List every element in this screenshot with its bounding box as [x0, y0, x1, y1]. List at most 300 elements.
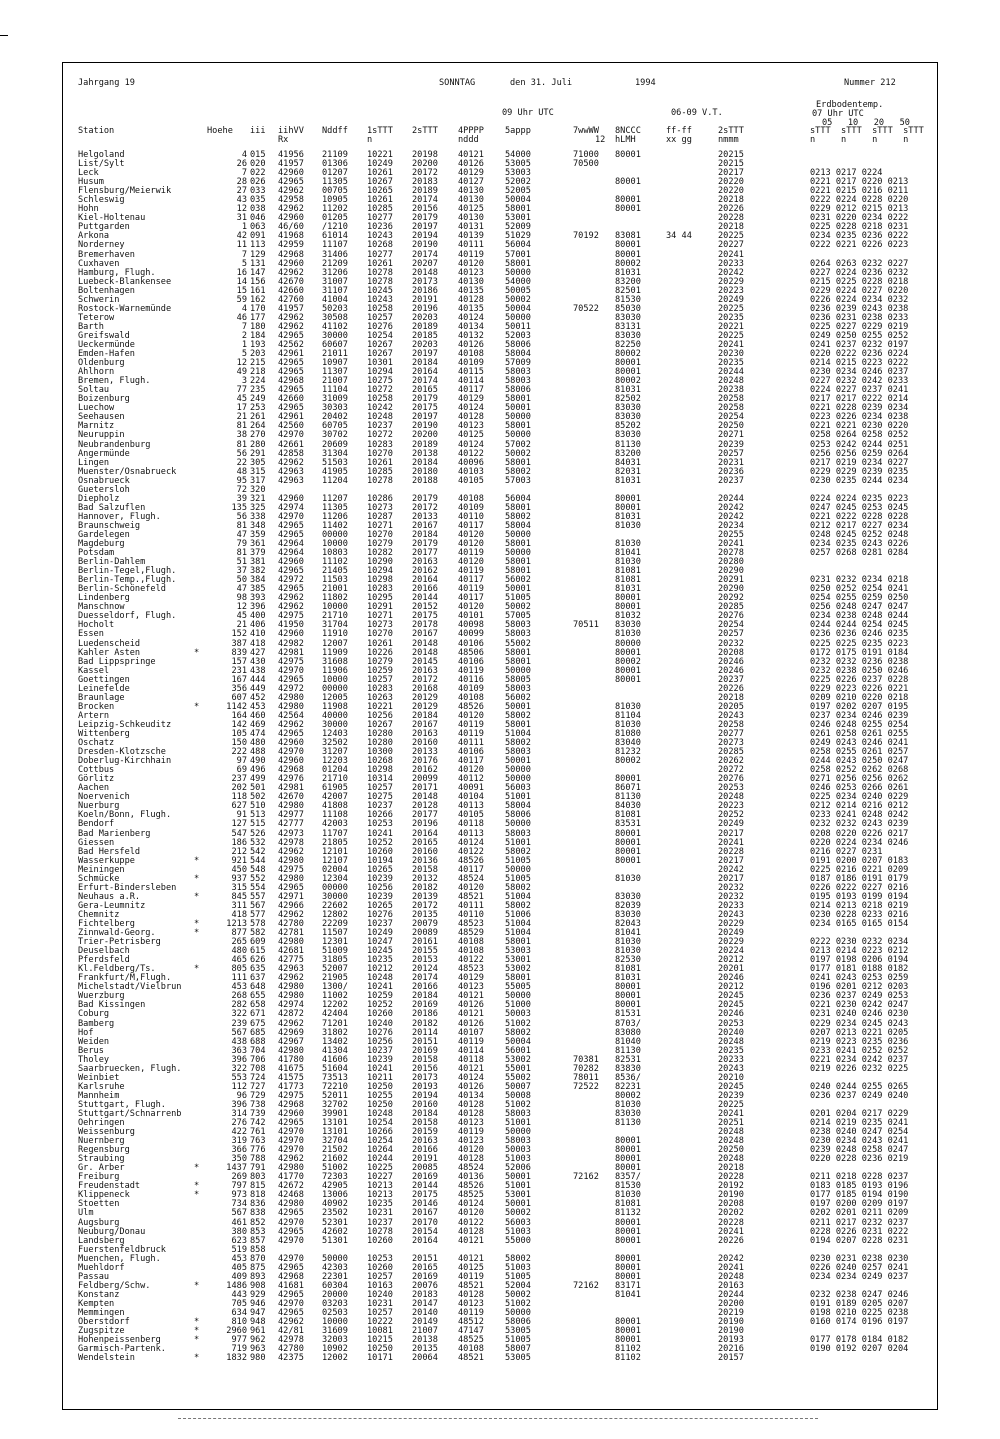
station-height: 845: [231, 891, 247, 902]
group-2sttt: 20138: [412, 1335, 438, 1346]
group-nddff: 72303: [322, 1172, 348, 1183]
group-8nccc: 80001: [615, 1262, 641, 1273]
station-height: 810: [231, 1317, 247, 1328]
group-8nccc: 81081: [615, 964, 641, 975]
group-nddff: 11503: [322, 575, 348, 586]
group-1sttt: 10227: [367, 1172, 393, 1183]
col-station: Station: [78, 126, 115, 136]
group-nddff: 11802: [322, 593, 348, 604]
station-height: 734: [231, 1199, 247, 1210]
group-2sttt-vt: 20278: [718, 548, 744, 559]
group-nddff: 12301: [322, 937, 348, 948]
group-2sttt: 20197: [412, 349, 438, 360]
group-nddff: 1300/: [322, 982, 348, 993]
group-1sttt: 10258: [367, 303, 393, 314]
group-1sttt: 10213: [367, 1190, 393, 1201]
group-2sttt: 20167: [412, 719, 438, 730]
station-index: 129: [250, 249, 266, 260]
group-8nccc: 81104: [615, 710, 641, 721]
station-height: 547: [231, 828, 247, 839]
col-7wwww: 7wwWW: [573, 126, 599, 136]
station-index: 836: [250, 1199, 266, 1210]
group-2sttt: 20160: [412, 1099, 438, 1110]
group-8nccc: 80001: [615, 204, 641, 215]
soil-temperatures: 0191 0200 0207 0183: [810, 855, 909, 866]
group-4pppp: 40118: [458, 1054, 484, 1065]
group-1sttt: 10270: [367, 629, 393, 640]
group-4pppp: 48525: [458, 1335, 484, 1346]
group-5appp: 58002: [505, 1027, 531, 1038]
group-2sttt: 20197: [412, 412, 438, 423]
group-4pppp: 40128: [458, 1289, 484, 1300]
group-iihvv: 42975: [278, 611, 304, 622]
group-5appp: 51029: [505, 231, 531, 242]
station-height: 51: [236, 557, 247, 568]
soil-temperatures: 0215 0225 0228 0218: [810, 276, 909, 287]
group-2sttt-vt: 20255: [718, 529, 744, 540]
group-4pppp: 40114: [458, 376, 484, 387]
group-iihvv: 41957: [278, 303, 304, 314]
station-name: Deuselbach: [78, 946, 130, 957]
station-index: 552: [250, 873, 266, 884]
group-1sttt: 10282: [367, 548, 393, 559]
group-1sttt: 10272: [367, 385, 393, 396]
station-index: 815: [250, 1181, 266, 1192]
station-height: 937: [231, 873, 247, 884]
group-8nccc: 80001: [615, 982, 641, 993]
group-nddff: 40000: [322, 710, 348, 721]
group-8nccc: 82501: [615, 285, 641, 296]
station-height: 37: [236, 566, 247, 577]
group-2sttt-vt: 20232: [718, 882, 744, 893]
station-index: 532: [250, 837, 266, 848]
group-09utc: 09 Uhr UTC: [502, 108, 554, 118]
group-1sttt: 10268: [367, 240, 393, 251]
group-8nccc: 83171: [615, 1280, 641, 1291]
group-iihvv: 42980: [278, 1045, 304, 1056]
group-nddff: 11002: [322, 991, 348, 1002]
group-5appp: 51003: [505, 1154, 531, 1165]
group-2sttt-vt: 20244: [718, 367, 744, 378]
group-iihvv: 42962: [278, 312, 304, 323]
group-8nccc: 80001: [615, 249, 641, 260]
station-name: Fichtelberg: [78, 918, 135, 929]
station-name: Gardelegen: [78, 529, 130, 540]
group-nddff: 11107: [322, 240, 348, 251]
station-index: 761: [250, 1127, 266, 1138]
group-4pppp: 48525: [458, 1190, 484, 1201]
group-4pppp: 48529: [458, 928, 484, 939]
group-nddff: 51503: [322, 457, 348, 468]
station-height: 142: [231, 719, 247, 730]
station-height: 480: [231, 946, 247, 957]
group-1sttt: 10300: [367, 747, 393, 758]
group-2sttt-vt: 20244: [718, 1289, 744, 1300]
group-nddff: 10000: [322, 1317, 348, 1328]
group-nddff: 51301: [322, 1235, 348, 1246]
group-1sttt: 10285: [367, 466, 393, 477]
group-8nccc: 80001: [615, 602, 641, 613]
group-8nccc: 83030: [615, 403, 641, 414]
group-iihvv: 42970: [278, 430, 304, 441]
station-index: 946: [250, 1298, 266, 1309]
group-ff: 34 44: [666, 231, 692, 242]
group-2sttt: 20172: [412, 900, 438, 911]
group-2sttt: 20164: [412, 828, 438, 839]
station-name: Garmisch-Partenk.: [78, 1344, 166, 1355]
soil-temperatures: 0247 0245 0253 0245: [810, 502, 909, 513]
station-name: Muenster/Osnabrueck: [78, 466, 177, 477]
group-8nccc: 83030: [615, 1108, 641, 1119]
group-4pppp: 40105: [458, 810, 484, 821]
station-index: 315: [250, 466, 266, 477]
group-2sttt-vt: 20220: [718, 177, 744, 188]
group-nddff: 72210: [322, 1081, 348, 1092]
group-5appp: 58001: [505, 539, 531, 550]
group-1sttt: 10271: [367, 520, 393, 531]
group-iihvv: 42858: [278, 448, 304, 459]
group-nddff: 41606: [322, 1054, 348, 1065]
station-height: 265: [231, 937, 247, 948]
station-name: Bad Salzuflen: [78, 502, 146, 513]
group-1sttt: 10240: [367, 1018, 393, 1029]
group-nddff: 11108: [322, 810, 348, 821]
station-index: 215: [250, 358, 266, 369]
group-iihvv: 41968: [278, 231, 304, 242]
group-2sttt-vt: 20248: [718, 1154, 744, 1165]
group-2sttt-vt: 20235: [718, 1045, 744, 1056]
group-nddff: 00000: [322, 529, 348, 540]
group-8nccc: 81030: [615, 1190, 641, 1201]
group-iihvv: 42672: [278, 1181, 304, 1192]
group-iihvv: 42965: [278, 1226, 304, 1237]
group-nddff: 60304: [322, 1280, 348, 1291]
group-2sttt-vt: 20228: [718, 1217, 744, 1228]
station-index: 671: [250, 1009, 266, 1020]
group-iihvv: 42981: [278, 783, 304, 794]
group-8nccc: 83531: [615, 819, 641, 830]
station-height: 1213: [226, 918, 247, 929]
station-index: 156: [250, 276, 266, 287]
group-4pppp: 40108: [458, 349, 484, 360]
group-8nccc: 85030: [615, 303, 641, 314]
group-5appp: 50004: [505, 1036, 531, 1047]
station-height: 634: [231, 1308, 247, 1318]
group-1sttt: 10301: [367, 358, 393, 369]
station-index: 325: [250, 502, 266, 513]
group-1sttt: 10255: [367, 1090, 393, 1101]
group-7wwww: 72162: [573, 1280, 599, 1291]
group-2sttt: 20099: [412, 774, 438, 785]
group-2sttt: 20183: [412, 177, 438, 188]
group-2sttt-vt: 20190: [718, 1317, 744, 1328]
group-8nccc: 81102: [615, 1353, 641, 1364]
group-4pppp: 47147: [458, 1326, 484, 1337]
station-height: 2: [241, 330, 247, 341]
group-iihvv: 42977: [278, 810, 304, 821]
group-5appp: 58001: [505, 973, 531, 984]
group-1sttt: 10249: [367, 159, 393, 170]
soil-temperatures: 0217 0217 0222 0214: [810, 394, 909, 405]
station-name: Norderney: [78, 240, 125, 251]
group-5appp: 50002: [505, 1289, 531, 1300]
soil-temperatures: 0246 0253 0266 0261: [810, 783, 909, 794]
group-nddff: 22301: [322, 1271, 348, 1282]
soil-temperatures: 0220 0228 0236 0219: [810, 1154, 909, 1165]
group-1sttt: 10275: [367, 376, 393, 387]
soil-temperatures: 0213 0217 0224: [810, 168, 883, 179]
group-nddff: 41004: [322, 294, 348, 305]
station-height: 95: [236, 475, 247, 486]
station-height: 202: [231, 783, 247, 794]
group-4pppp: 40120: [458, 1208, 484, 1219]
col-ff-sub: xx gg: [666, 135, 692, 145]
group-1sttt: 10237: [367, 1217, 393, 1228]
mountain-station-marker: *: [194, 1181, 200, 1192]
group-nddff: 12005: [322, 692, 348, 703]
soil-temperatures: 0229 0234 0245 0243: [810, 1018, 909, 1029]
group-nddff: 30303: [322, 403, 348, 414]
group-2sttt: 20176: [412, 756, 438, 767]
group-2sttt: 20153: [412, 955, 438, 966]
group-8nccc: 80002: [615, 258, 641, 269]
col-1sttt-sub: n: [367, 135, 373, 145]
year-label: 1994: [635, 78, 656, 88]
group-iihvv: 42960: [278, 738, 304, 749]
group-4pppp: 40108: [458, 493, 484, 504]
group-2sttt-vt: 20241: [718, 1226, 744, 1237]
group-4pppp: 40132: [458, 330, 484, 341]
group-2sttt: 20156: [412, 1063, 438, 1074]
group-iihvv: 42965: [278, 566, 304, 577]
group-8nccc: 80001: [615, 774, 641, 785]
group-2sttt-vt: 20249: [718, 928, 744, 939]
soil-temperatures: 0234 0234 0249 0237: [810, 1271, 909, 1282]
group-nddff: 12107: [322, 855, 348, 866]
group-4pppp: 40111: [458, 738, 484, 749]
group-1sttt: 10287: [367, 511, 393, 522]
group-nddff: 32704: [322, 1136, 348, 1147]
station-index: 393: [250, 593, 266, 604]
group-4pppp: 40119: [458, 665, 484, 676]
station-height: 186: [231, 837, 247, 848]
group-1sttt: 10258: [367, 394, 393, 405]
group-2sttt: 20193: [412, 1081, 438, 1092]
group-4pppp: 40120: [458, 539, 484, 550]
group-nddff: 21805: [322, 837, 348, 848]
station-height: 16: [236, 267, 247, 278]
group-2sttt: 20148: [412, 792, 438, 803]
group-2sttt-vt: 20228: [718, 213, 744, 224]
group-2sttt-vt: 20242: [718, 511, 744, 522]
group-5appp: 50000: [505, 765, 531, 776]
group-1sttt: 10211: [367, 1072, 393, 1083]
station-name: Soltau: [78, 385, 110, 396]
group-1sttt: 10260: [367, 846, 393, 857]
col-2sttt-vt: 2sTTT: [718, 126, 744, 136]
station-index: 788: [250, 1154, 266, 1165]
group-iihvv: 42970: [278, 511, 304, 522]
group-5appp: 53001: [505, 1190, 531, 1201]
group-nddff: 12802: [322, 909, 348, 920]
station-height: 49: [236, 367, 247, 378]
station-name: Kahler Asten: [78, 647, 141, 658]
group-iihvv: 42960: [278, 1108, 304, 1119]
station-height: 366: [231, 1145, 247, 1156]
soil-temperatures: 0241 0243 0253 0259: [810, 973, 909, 984]
group-2sttt-vt: 20276: [718, 611, 744, 622]
group-4pppp: 40117: [458, 520, 484, 531]
station-height: 607: [231, 692, 247, 703]
group-2sttt: 20129: [412, 701, 438, 712]
soil-temperatures: 0226 0222 0227 0216: [810, 882, 909, 893]
group-2sttt: 20203: [412, 312, 438, 323]
group-4pppp: 40110: [458, 909, 484, 920]
group-5appp: 51001: [505, 1118, 531, 1129]
group-2sttt: 20165: [412, 837, 438, 848]
soil-temperatures: 0225 0227 0229 0219: [810, 321, 909, 332]
group-1sttt: 10239: [367, 1054, 393, 1065]
group-4pppp: 40108: [458, 937, 484, 948]
group-4pppp: 40111: [458, 240, 484, 251]
group-5appp: 55001: [505, 1063, 531, 1074]
station-name: Pferdsfeld: [78, 955, 130, 966]
station-name: Passau: [78, 1271, 110, 1282]
group-nddff: 21502: [322, 1145, 348, 1156]
station-height: 11: [236, 240, 247, 251]
group-5appp: 58003: [505, 828, 531, 839]
group-2sttt: 20184: [412, 457, 438, 468]
group-2sttt-vt: 20233: [718, 258, 744, 269]
group-iihvv: 42968: [278, 1099, 304, 1110]
station-height: 2960: [226, 1326, 247, 1337]
group-4pppp: 40111: [458, 900, 484, 911]
station-height: 269: [231, 1172, 247, 1183]
station-index: 626: [250, 955, 266, 966]
group-iihvv: 42965: [278, 520, 304, 531]
station-height: 46: [236, 312, 247, 323]
group-iihvv: 46/60: [278, 222, 304, 233]
group-8nccc: 81030: [615, 539, 641, 550]
station-height: 314: [231, 1108, 247, 1119]
group-5appp: 56004: [505, 493, 531, 504]
group-iihvv: 42660: [278, 285, 304, 296]
group-5appp: 50002: [505, 448, 531, 459]
station-index: 400: [250, 611, 266, 622]
group-2sttt-vt: 20242: [718, 502, 744, 513]
group-iihvv: 42960: [278, 213, 304, 224]
group-2sttt-vt: 20232: [718, 891, 744, 902]
station-height: 4: [241, 150, 247, 160]
group-1sttt: 10257: [367, 783, 393, 794]
group-nddff: 22209: [322, 918, 348, 929]
group-7wwww: 70282: [573, 1063, 599, 1074]
group-1sttt: 10250: [367, 1081, 393, 1092]
group-1sttt: 10254: [367, 1118, 393, 1129]
group-2sttt: 20172: [412, 168, 438, 179]
group-iihvv: 42958: [278, 195, 304, 206]
group-4pppp: 48524: [458, 1163, 484, 1174]
group-8nccc: 83200: [615, 448, 641, 459]
group-5appp: 58006: [505, 810, 531, 821]
col-7wwww-sub: 12: [595, 135, 606, 145]
group-nddff: 13101: [322, 1127, 348, 1138]
group-4pppp: 40108: [458, 1344, 484, 1355]
group-5appp: 58001: [505, 719, 531, 730]
group-5appp: 55005: [505, 982, 531, 993]
station-height: 56: [236, 511, 247, 522]
group-8nccc: 81041: [615, 548, 641, 559]
group-8nccc: 80001: [615, 1226, 641, 1237]
group-1sttt: 10279: [367, 539, 393, 550]
group-2sttt-vt: 20290: [718, 566, 744, 577]
group-2sttt: 20168: [412, 683, 438, 694]
group-2sttt: 20114: [412, 1027, 438, 1038]
group-iihvv: 42961: [278, 349, 304, 360]
station-index: 261: [250, 412, 266, 423]
group-4pppp: 40126: [458, 339, 484, 350]
group-2sttt: 21007: [412, 1326, 438, 1337]
group-1sttt: 10314: [367, 774, 393, 785]
group-iihvv: 42970: [278, 1235, 304, 1246]
group-nddff: 11204: [322, 475, 348, 486]
group-5appp: 58001: [505, 204, 531, 215]
group-nddff: 31406: [322, 249, 348, 260]
group-5appp: 58003: [505, 367, 531, 378]
group-2sttt: 20197: [412, 222, 438, 233]
group-4pppp: 40136: [458, 1172, 484, 1183]
group-4pppp: 40117: [458, 756, 484, 767]
group-1sttt: 10222: [367, 1317, 393, 1328]
group-2sttt: 20190: [412, 240, 438, 251]
station-name: Teterow: [78, 312, 115, 323]
soil-temperatures: 0221 0228 0239 0234: [810, 403, 909, 414]
group-2sttt: 20089: [412, 928, 438, 939]
group-8nccc: 80002: [615, 1090, 641, 1101]
station-name: Oldenburg: [78, 358, 125, 369]
group-2sttt: 20207: [412, 258, 438, 269]
group-1sttt: 10261: [367, 195, 393, 206]
group-2sttt-vt: 20237: [718, 475, 744, 486]
group-1sttt: 10250: [367, 1344, 393, 1355]
group-8nccc: 80001: [615, 665, 641, 676]
mountain-station-marker: *: [194, 1353, 200, 1364]
group-2sttt-vt: 20229: [718, 918, 744, 929]
group-4pppp: 40115: [458, 367, 484, 378]
issue-number: Nummer 212: [844, 78, 896, 88]
group-nddff: 39901: [322, 1108, 348, 1119]
group-iihvv: 42969: [278, 1027, 304, 1038]
group-nddff: 52007: [322, 964, 348, 975]
soil-temperatures: 0236 0236 0246 0235: [810, 629, 909, 640]
group-5appp: 58003: [505, 683, 531, 694]
station-index: 460: [250, 710, 266, 721]
soil-temperatures: 0248 0245 0252 0248: [810, 529, 909, 540]
soil-temperatures: 0234 0235 0236 0222: [810, 231, 909, 242]
soil-temperatures: 0254 0255 0259 0250: [810, 593, 909, 604]
group-2sttt-vt: 20190: [718, 1190, 744, 1201]
station-index: 724: [250, 1072, 266, 1083]
group-iihvv: 42978: [278, 837, 304, 848]
group-nddff: 42404: [322, 1009, 348, 1020]
soil-temperatures: 0177 0181 0188 0182: [810, 964, 909, 975]
group-4pppp: 40110: [458, 511, 484, 522]
group-nddff: 20609: [322, 439, 348, 450]
group-4pppp: 40117: [458, 593, 484, 604]
group-nddff: 42007: [322, 792, 348, 803]
station-index: 853: [250, 1226, 266, 1237]
station-name: Feldberg/Schw.: [78, 1280, 151, 1291]
